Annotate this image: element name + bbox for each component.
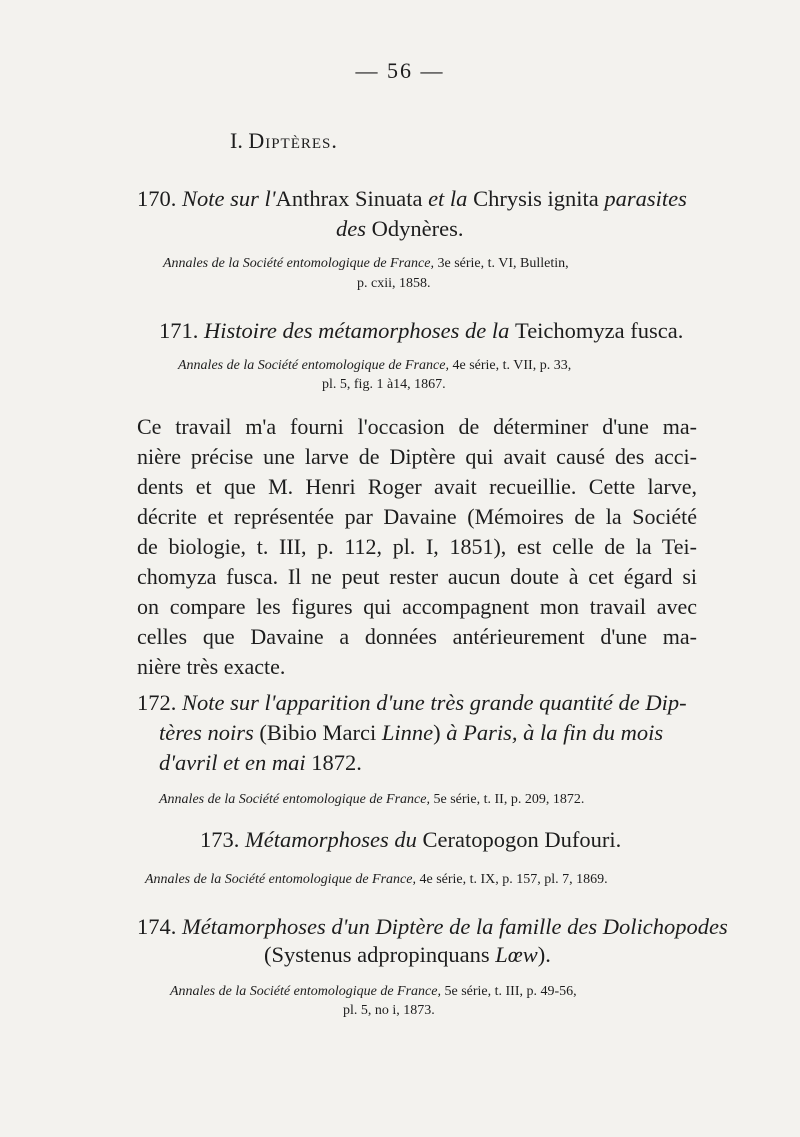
paragraph-line: Ce travail m'a fourni l'occasion de déterminer d'une ma- — [137, 414, 697, 439]
paragraph-line: dents et que M. Henri Roger avait recueillie. Cette larve, — [137, 474, 697, 499]
entry-172-title-line1: 172. Note sur l'apparition d'une très grande quantité de Dip- — [137, 690, 687, 715]
body-paragraph — [137, 412, 697, 682]
entry-172-title-line2: tères noirs (Bibio Marci Linne) à Paris, à la fin du mois — [159, 720, 664, 745]
entry-number: 171. — [159, 318, 199, 343]
paragraph-line: celles que Davaine a données antérieurement d'une ma- — [137, 624, 697, 649]
entry-174-reference: Annales de la Société entomologique de France, 5e série, t. III, p. 49-56, — [170, 984, 577, 999]
paragraph-line: nière précise une larve de Diptère qui avait causé des acci- — [137, 444, 697, 469]
page-number: — 56 — — [355, 58, 445, 83]
entry-number: 170. — [137, 186, 177, 211]
paragraph-line: chomyza fusca. Il ne peut rester aucun doute à cet égard si — [137, 564, 697, 589]
entry-number: 174. — [137, 914, 177, 939]
entry-170-title-line2: des Odynères. — [336, 216, 464, 241]
entry-172-title-line3: d'avril et en mai 1872. — [159, 750, 362, 775]
entry-171-reference-line2: pl. 5, fig. 1 à14, 1867. — [322, 377, 446, 392]
entry-174-reference-line2: pl. 5, no i, 1873. — [343, 1003, 435, 1018]
entry-174-title-line2: (Systenus adpropinquans Lœw). — [264, 942, 551, 967]
entry-170-reference-line2: p. cxii, 1858. — [357, 276, 431, 291]
entry-170-reference: Annales de la Société entomologique de France, 3e série, t. VI, Bulletin, — [163, 256, 569, 271]
paragraph-line: décrite et représentée par Davaine (Mémoires de la Société — [137, 504, 697, 529]
paragraph-line: on compare les figures qui accompagnent mon travail avec — [137, 594, 697, 619]
entry-170-title-line1: 170. Note sur l'Anthrax Sinuata et la Chrysis ignita parasites — [137, 186, 687, 211]
paragraph-line: nière très exacte. — [137, 654, 286, 679]
entry-174-title-line1: 174. Métamorphoses d'un Diptère de la famille des Dolichopodes — [137, 914, 728, 939]
entry-number: 173. — [200, 827, 240, 852]
entry-171-title: 171. Histoire des métamorphoses de la Teichomyza fusca. — [159, 318, 684, 343]
paragraph-line: de biologie, t. III, p. 112, pl. I, 1851), est celle de la Tei- — [137, 534, 697, 559]
entry-173-reference: Annales de la Société entomologique de France, 4e série, t. IX, p. 157, pl. 7, 1869. — [145, 872, 608, 887]
section-number: I. — [230, 128, 243, 153]
entry-number: 172. — [137, 690, 177, 715]
section-title: Diptères. — [248, 128, 338, 153]
entry-173-title: 173. Métamorphoses du Ceratopogon Dufouri. — [200, 827, 622, 852]
entry-171-reference: Annales de la Société entomologique de France, 4e série, t. VII, p. 33, — [178, 358, 572, 373]
section-heading — [230, 128, 338, 154]
entry-172-reference: Annales de la Société entomologique de France, 5e série, t. II, p. 209, 1872. — [159, 792, 585, 807]
